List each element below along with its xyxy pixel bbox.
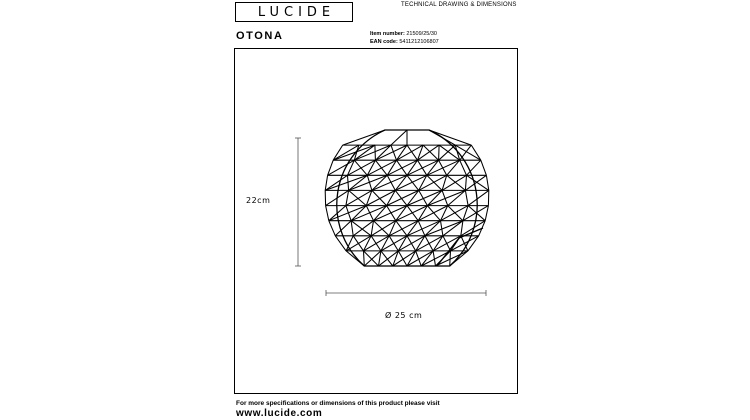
brand-logo-text: LUCIDE [257,4,336,20]
lamp-strut [375,145,376,160]
lamp-strut [329,206,367,221]
lamp-strut [326,206,329,221]
lamp-strut [468,190,489,205]
ean-code-label: EAN code: [370,39,398,45]
lamp-strut [447,160,460,175]
lamp-strut [448,190,466,205]
lamp-strut [351,221,353,236]
lamp-strut [397,145,424,160]
lamp-strut [351,206,387,221]
lamp-strut [439,145,460,160]
document-type-label: TECHNICAL DRAWING & DIMENSIONS [401,2,517,8]
item-number-row [370,30,439,38]
lamp-strut [427,190,442,205]
lamp-strut [465,190,468,205]
height-dimension-label: 22cm [246,196,271,205]
lamp-strut [325,175,327,190]
lamp-strut [374,221,390,236]
lamp-strut [375,145,391,160]
lamp-strut [328,160,355,175]
ean-code-row [370,38,439,46]
lamp-strut [421,251,433,266]
lamp-strut [427,160,460,175]
lamp-strut [421,251,450,266]
lamp-strut [372,190,387,205]
lamp-strut [467,175,489,190]
lamp-strut [325,175,347,190]
lamp-strut [398,251,407,266]
lamp-strut [346,190,372,205]
lamp-strut [393,251,416,266]
lamp-strut [425,221,441,236]
lamp-strut [465,175,466,190]
lamp-strut [364,251,379,266]
lamp-strut [391,130,407,145]
diameter-dimension-label: Ø 25 cm [385,311,423,320]
lamp-strut [349,175,368,190]
lamp-strut [364,251,365,266]
product-meta [370,30,439,46]
lamp-strut [419,190,428,205]
lamp-strut [485,206,488,221]
lamp-strut [461,221,463,236]
lamp-strut [450,251,451,266]
product-name: OTONA [236,30,284,42]
lamp-strut [381,251,393,266]
lamp-strut [481,160,487,175]
lamp-strut [335,221,351,236]
lamp-strut [371,221,373,236]
lamp-strut [351,206,366,221]
footer-url-link[interactable]: www.lucide.com [236,408,323,419]
lamp-strut [351,221,371,236]
technical-drawing [234,48,518,394]
lamp-strut [349,190,367,205]
lamp-strut [427,175,442,190]
item-number-value: 21509/25/30 [406,31,437,37]
lamp-strut [429,130,471,145]
lamp-strut [443,221,463,236]
lamp-strut [353,221,373,236]
lamp-strut [407,145,418,160]
ean-code-value: 5411212106807 [399,39,439,45]
lamp-strut [425,221,463,236]
lamp-strut [486,175,488,190]
item-number-label: Item number: [370,31,405,37]
footer-note: For more specifications or dimensions of this product please visit [236,400,440,407]
lamp-strut [346,190,349,205]
lamp-geodesic-sphere [325,130,489,266]
lamp-opening-edge [437,228,483,266]
lamp-strut [372,175,387,190]
lamp-strut [395,190,407,205]
lamp-strut [407,175,419,190]
diameter-dimension-line [326,290,486,296]
lamp-strut [329,221,336,236]
lamp-strut [433,236,461,251]
lamp-strut [396,221,407,236]
brand-logo [235,2,353,22]
lamp-strut [343,130,385,145]
height-dimension-line [295,138,301,266]
lamp-strut [325,175,367,190]
lamp-strut [439,145,440,160]
lamp-strut [389,221,418,236]
lamp-strut [439,145,456,160]
lamp-strut [460,145,472,160]
